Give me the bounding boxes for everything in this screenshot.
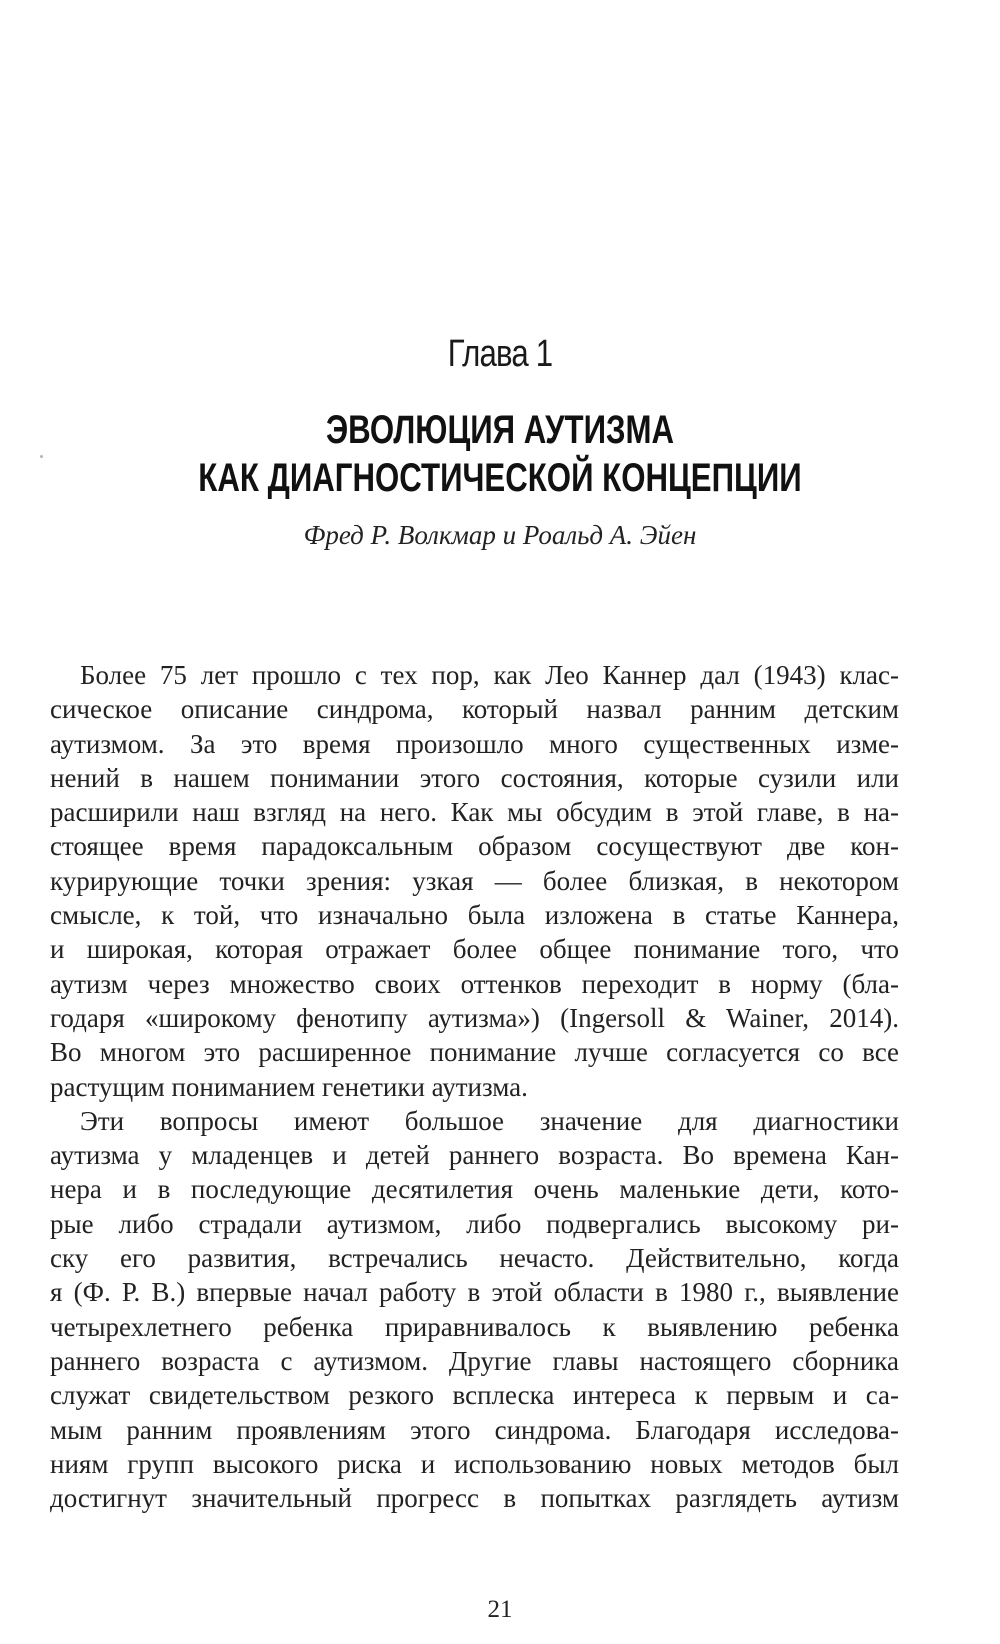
text-line: аутизм через множество своих оттенков переходит в норму (бла- <box>50 968 899 999</box>
text-line: сическое описание синдрома, который назвал ранним детским <box>50 694 899 725</box>
text-line: рые либо страдали аутизмом, либо подвергались высокому ри- <box>50 1208 899 1239</box>
text-line: годаря «широкому фенотипу аутизма») (Ingersoll & Wainer, 2014). <box>50 1002 899 1033</box>
text-line: ску его развития, встречались нечасто. Действительно, когда <box>50 1243 899 1274</box>
text-line: ниям групп высокого риска и использованию новых методов был <box>50 1448 899 1479</box>
text-line: Во многом это расширенное понимание лучше согласуется со все <box>50 1037 899 1068</box>
chapter-title-line: КАК ДИАГНОСТИЧЕСКОЙ КОНЦЕПЦИИ <box>198 456 802 500</box>
chapter-authors: Фред Р. Волкмар и Роальд А. Эйен <box>303 520 697 550</box>
text-line: четырехлетнего ребенка приравнивалось к выявлению ребенка <box>50 1311 899 1342</box>
page-number: 21 <box>487 1596 513 1623</box>
text-line: мым ранним проявлениям этого синдрома. Благодаря исследова- <box>50 1414 899 1445</box>
text-line: Более 75 лет прошло с тех пор, как Лео Каннер дал (1943) клас- <box>80 660 899 690</box>
text-line: нера и в последующие десятилетия очень маленькие дети, кото- <box>50 1174 899 1205</box>
text-line: Эти вопросы имеют большое значение для диагностики <box>80 1105 899 1136</box>
chapter-label: Глава 1 <box>447 333 553 375</box>
text-line: я (Ф. Р. В.) впервые начал работу в этой области в 1980 г., выявление <box>50 1277 899 1308</box>
text-line: аутизмом. За это время произошло много существенных изме- <box>50 728 899 759</box>
text-line: раннего возраста с аутизмом. Другие главы настоящего сборника <box>50 1345 899 1376</box>
text-line: и широкая, которая отражает более общее понимание того, что <box>50 934 899 965</box>
text-line: нений в нашем понимании этого состояния, которые сузили или <box>50 762 899 793</box>
chapter-title <box>110 406 890 502</box>
chapter-title-line: ЭВОЛЮЦИЯ АУТИЗМА <box>325 408 675 452</box>
text-line: служат свидетельством резкого всплеска интереса к первым и са- <box>50 1380 899 1411</box>
text-line: аутизма у младенцев и детей раннего возраста. Во времена Кан- <box>50 1140 899 1171</box>
text-line: курирующие точки зрения: узкая — более близкая, в некотором <box>50 865 899 896</box>
scan-speck <box>40 455 43 458</box>
text-line: расширили наш взгляд на него. Как мы обсудим в этой главе, в на- <box>50 797 899 828</box>
text-line: достигнут значительный прогресс в попытках разглядеть аутизм <box>50 1483 899 1514</box>
text-line: растущим пониманием генетики аутизма. <box>50 1071 528 1102</box>
text-line: стоящее время парадоксальным образом сосуществуют две кон- <box>50 831 899 862</box>
body-text <box>50 658 899 1515</box>
text-line: смысле, к той, что изначально была изложена в статье Каннера, <box>50 900 899 931</box>
